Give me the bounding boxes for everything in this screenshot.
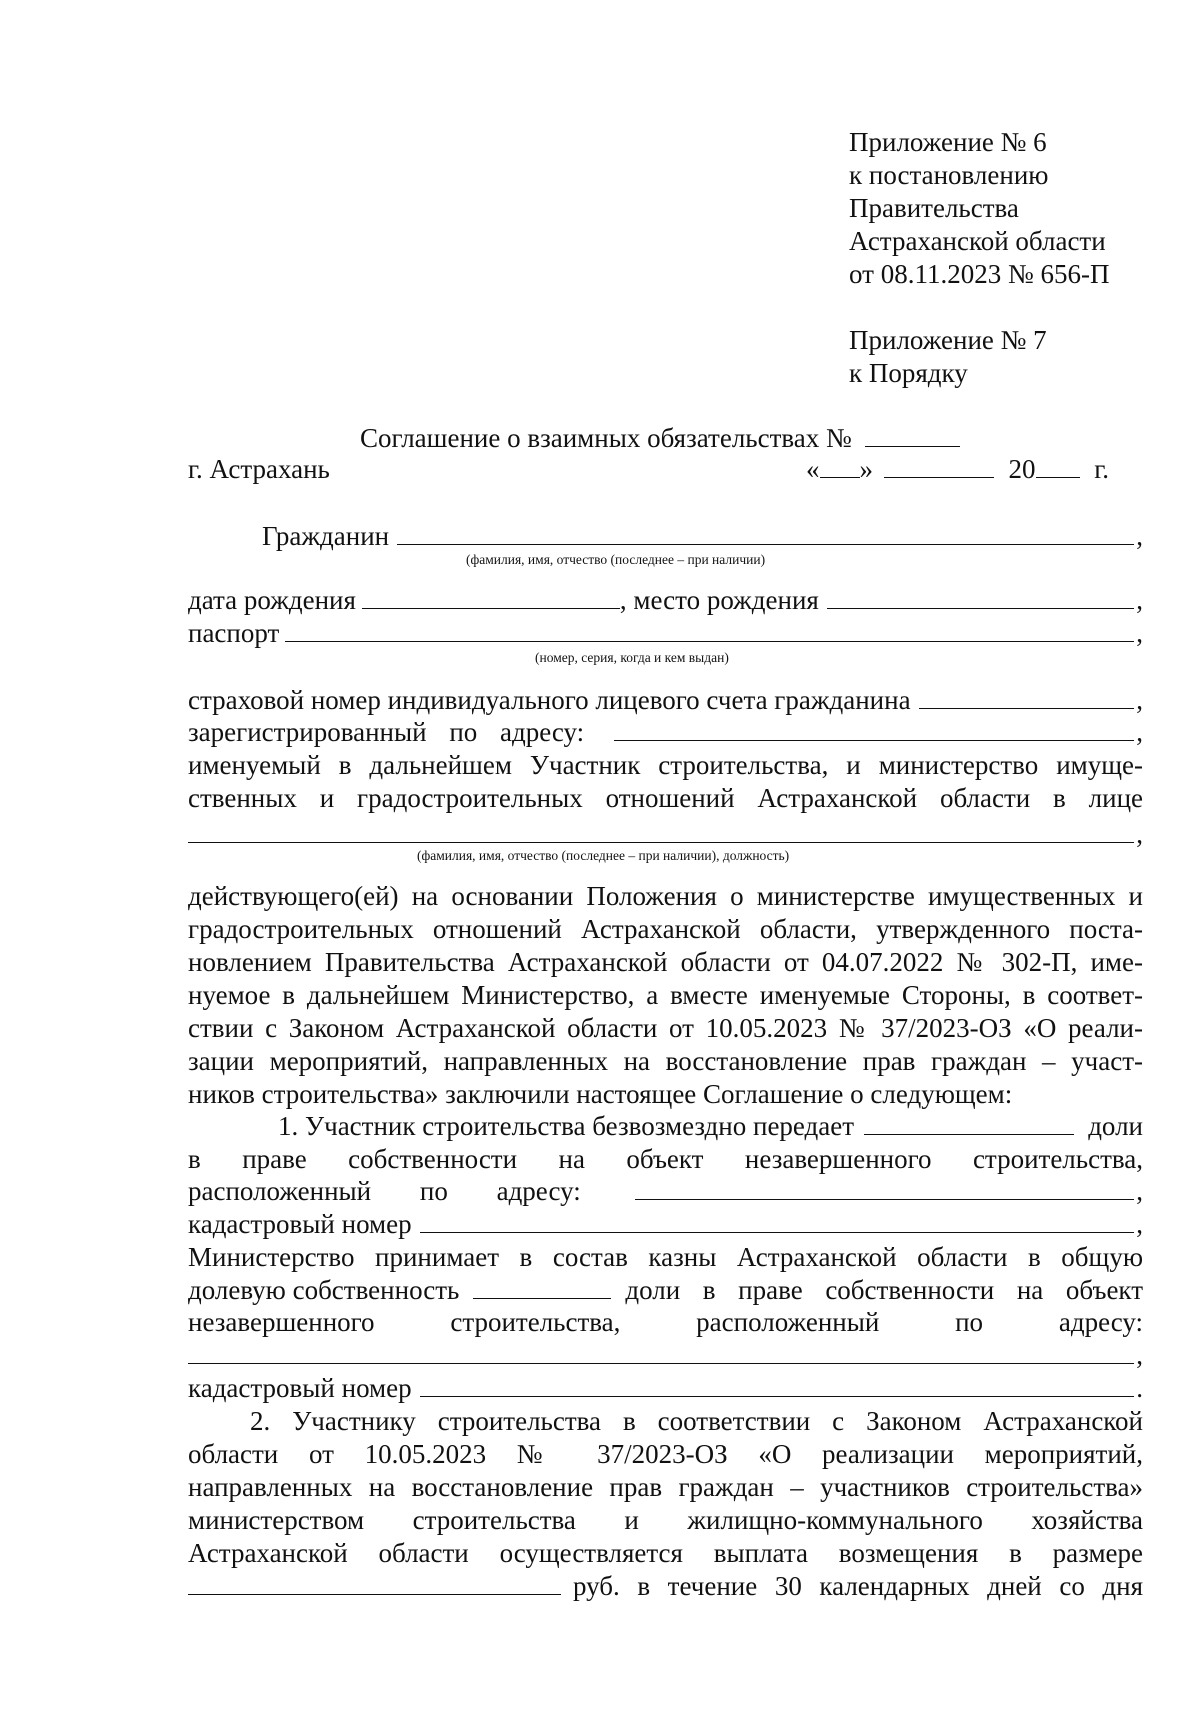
clause1-address-blank xyxy=(635,1177,1135,1200)
appendix-1-line-4: Астраханской области xyxy=(849,226,1106,256)
clause1-line-1 xyxy=(278,1110,1143,1142)
date-close-quote: » xyxy=(859,454,873,484)
birth-place-blank xyxy=(827,586,1134,609)
clause1-ministry-cadastral-blank xyxy=(420,1374,1135,1397)
clause1-line-1-start: 1. Участник строительства безвозмездно передает xyxy=(278,1111,855,1141)
clause2-line-6-end: руб. в течение 30 календарных дней со дня xyxy=(573,1571,1143,1601)
passport-comma: , xyxy=(1136,618,1143,648)
acting-line-3: новлением Правительства Астраханской области от 04.07.2022 № 302-П, име- xyxy=(188,947,1143,977)
clause2-line-1: 2. Участнику строительства в соответствии с Законом Астраханской xyxy=(250,1406,1143,1436)
official-blank xyxy=(188,820,1134,843)
agreement-title-text: Соглашение о взаимных обязательствах № xyxy=(360,423,852,453)
clause1-address-label: расположенный по адресу: xyxy=(188,1176,581,1206)
city-label: г. Астрахань xyxy=(188,454,330,484)
appendix-2-line-1: Приложение № 7 xyxy=(849,325,1047,355)
named-line-2: ственных и градостроительных отношений Астраханской области в лице xyxy=(188,783,1143,813)
birth-date-blank xyxy=(362,586,620,609)
official-caption: (фамилия, имя, отчество (последнее – при наличии), должность) xyxy=(417,848,790,863)
acting-line-7: ников строительства» заключили настоящее Соглашение о следующем: xyxy=(188,1079,1013,1109)
clause1-cadastral-blank xyxy=(420,1210,1135,1233)
registered-address-blank xyxy=(614,718,1134,741)
clause1-line-2: в праве собственности на объект незавершенного строительства, xyxy=(188,1144,1143,1174)
passport-blank xyxy=(285,619,1134,642)
clause2-line-4: министерством строительства и жилищно-коммунального хозяйства xyxy=(188,1505,1143,1535)
agreement-date xyxy=(806,453,1109,485)
agreement-number-blank xyxy=(865,424,960,447)
clause2-line-3: направленных на восстановление прав граждан – участников строительства» xyxy=(188,1472,1143,1502)
birth-comma: , xyxy=(1136,585,1143,615)
insurance-row xyxy=(188,684,1143,716)
appendix-1-line-3: Правительства xyxy=(849,193,1019,223)
date-day-blank xyxy=(820,455,860,478)
clause2-amount-blank xyxy=(188,1572,561,1595)
birth-row xyxy=(188,584,1143,616)
clause1-line-4 xyxy=(188,1208,1143,1240)
acting-line-2: градостроительных отношений Астраханской области, утвержденного поста- xyxy=(188,914,1143,944)
clause2-line-2: области от 10.05.2023 № 37/2023-ОЗ «О реализации мероприятий, xyxy=(188,1439,1143,1469)
clause1-cadastral-comma: , xyxy=(1136,1209,1143,1239)
clause1-ministry-address-comma: , xyxy=(1136,1340,1143,1370)
clause1-line-5: Министерство принимает в состав казны Астраханской области в общую xyxy=(188,1242,1143,1272)
passport-caption: (номер, серия, когда и кем выдан) xyxy=(535,650,729,665)
clause1-line-6-end: доли в праве собственности на объект xyxy=(625,1275,1143,1305)
appendix-2-line-2: к Порядку xyxy=(849,358,968,388)
birth-date-label: дата рождения xyxy=(188,585,356,615)
clause1-line-6-start: долевую собственность xyxy=(188,1275,460,1305)
acting-line-1: действующего(ей) на основании Положения о министерстве имущественных и xyxy=(188,881,1143,911)
acting-line-6: зации мероприятий, направленных на восстановление прав граждан – участ- xyxy=(188,1046,1143,1076)
birth-place-label: , место рождения xyxy=(619,585,819,615)
passport-row xyxy=(188,617,1143,649)
clause1-line-9 xyxy=(188,1372,1143,1404)
clause1-share-blank xyxy=(864,1112,1074,1135)
official-comma: , xyxy=(1136,819,1143,849)
insurance-comma: , xyxy=(1136,685,1143,715)
date-year-suffix: г. xyxy=(1094,454,1110,484)
date-year-prefix: 20 xyxy=(1008,454,1036,484)
passport-label: паспорт xyxy=(188,618,280,648)
official-row xyxy=(188,818,1143,850)
registered-label: зарегистрированный по адресу: xyxy=(188,717,585,747)
citizen-caption: (фамилия, имя, отчество (последнее – при наличии) xyxy=(466,552,766,567)
clause2-line-5: Астраханской области осуществляется выплата возмещения в размере xyxy=(188,1538,1143,1568)
clause1-line-7: незавершенного строительства, расположенный по адресу: xyxy=(188,1307,1143,1337)
clause1-ministry-share-blank xyxy=(473,1276,611,1299)
insurance-label: страховой номер индивидуального лицевого счета гражданина xyxy=(188,685,911,715)
insurance-blank xyxy=(919,686,1135,709)
clause1-address-comma: , xyxy=(1136,1176,1143,1206)
appendix-1-line-5: от 08.11.2023 № 656-П xyxy=(849,259,1110,289)
clause1-cadastral-label: кадастровый номер xyxy=(188,1209,412,1239)
citizen-label: Гражданин xyxy=(262,521,390,551)
clause1-line-3 xyxy=(188,1175,1143,1207)
date-open-quote: « xyxy=(806,454,820,484)
agreement-title xyxy=(360,422,960,454)
clause2-line-6 xyxy=(188,1570,1143,1602)
clause1-line-1-end: доли xyxy=(1088,1111,1143,1141)
clause1-line-6 xyxy=(188,1274,1143,1306)
clause1-period: . xyxy=(1136,1373,1143,1403)
appendix-1-line-1: Приложение № 6 xyxy=(849,127,1047,157)
clause1-ministry-address-blank xyxy=(188,1341,1134,1364)
citizen-comma: , xyxy=(1136,521,1143,551)
appendix-1-line-2: к постановлению xyxy=(849,160,1049,190)
clause1-line-8 xyxy=(188,1339,1143,1371)
registered-row xyxy=(188,716,1143,748)
date-month-blank xyxy=(884,455,994,478)
named-line-1: именуемый в дальнейшем Участник строительства, и министерство имуще- xyxy=(188,750,1143,780)
citizen-name-blank xyxy=(397,522,1134,545)
date-year-blank xyxy=(1036,455,1080,478)
registered-comma: , xyxy=(1136,717,1143,747)
citizen-row xyxy=(262,520,1143,552)
clause1-ministry-cadastral-label: кадастровый номер xyxy=(188,1373,412,1403)
acting-line-5: ствии с Законом Астраханской области от 10.05.2023 № 37/2023-ОЗ «О реали- xyxy=(188,1013,1143,1043)
acting-line-4: нуемое в дальнейшем Министерство, а вместе именуемые Стороны, в соответ- xyxy=(188,980,1143,1010)
